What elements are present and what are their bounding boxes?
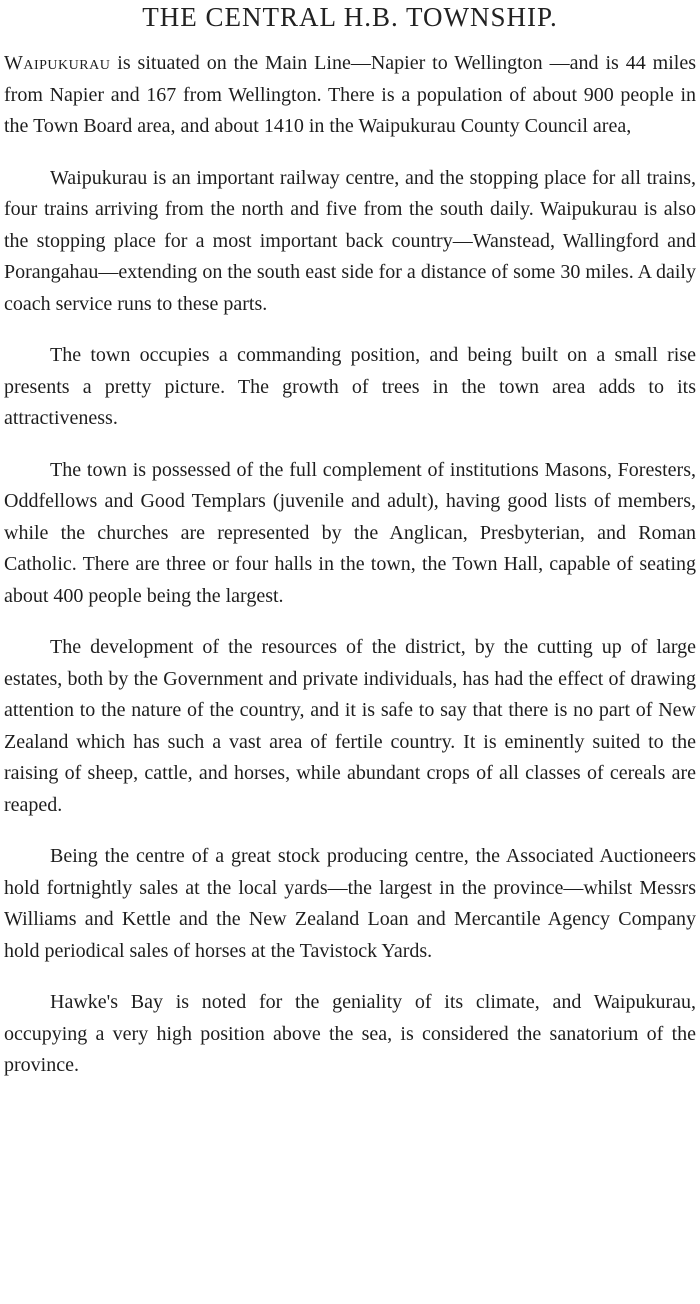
paragraph-gap: [4, 821, 696, 841]
article-paragraph-7: Hawke's Bay is noted for the geniality of its climate, and Waipukurau, occupying a very high position above the sea, is considered the sanatorium of the province.: [4, 991, 696, 1076]
paragraph-lead-word: Waipukurau: [4, 52, 111, 74]
article-paragraph-4: The town is possessed of the full complement of institutions Masons, Foresters, Oddfellows and Good Templars (juvenile and adult), having good lists of members, while the churches are represented by the Anglican, Presbyterian, and Roman Catholic. There are three or four halls in the town, the Town Hall, capable of seating about 400 people being the largest.: [4, 458, 696, 607]
article-paragraph-6: Being the centre of a great stock producing centre, the Associated Auctioneers hold fortnightly sales at the local yards—the largest in the province—whilst Messrs Williams and Kettle and the New Zealand Loan and Mercantile Agency Company hold periodical sales of horses at the Tavistock Yards.: [4, 845, 696, 962]
article-paragraph-3: The town occupies a commanding position, and being built on a small rise presents a pretty picture. The growth of trees in the town area adds to its attractiveness.: [4, 344, 696, 429]
paragraph-gap: [4, 435, 696, 455]
paragraph-gap: [4, 143, 696, 163]
article-paragraph-2: Waipukurau is an important railway centre, and the stopping place for all trains, four trains arriving from the north and five from the south daily. Waipukurau is also the stopping place for a most important back country—Wanstead, Wallingford and Porangahau—extending on the south east side for a distance of some 30 miles. A daily coach service runs to these parts.: [4, 166, 696, 315]
article-paragraph-1: [4, 48, 696, 143]
paragraph-gap: [4, 320, 696, 340]
paragraph-text: is situated on the Main Line—Napier to Wellington —and is 44 miles from Napier and 167 from Wellington. There is a population of about 900 people in the Town Board area, and about 1410 in the Waipukurau County Council area,: [4, 52, 696, 137]
article-paragraph-5: The development of the resources of the district, by the cutting up of large estates, both by the Government and private individuals, has had the effect of drawing attention to the nature of the country, and it is safe to say that there is no part of New Zealand which has such a vast area of fertile country. It is eminently suited to the raising of sheep, cattle, and horses, while abundant crops of all classes of cereals are reaped.: [4, 636, 696, 816]
article-title: THE CENTRAL H.B. TOWNSHIP.: [142, 2, 558, 32]
paragraph-gap: [4, 612, 696, 632]
paragraph-gap: [4, 967, 696, 987]
